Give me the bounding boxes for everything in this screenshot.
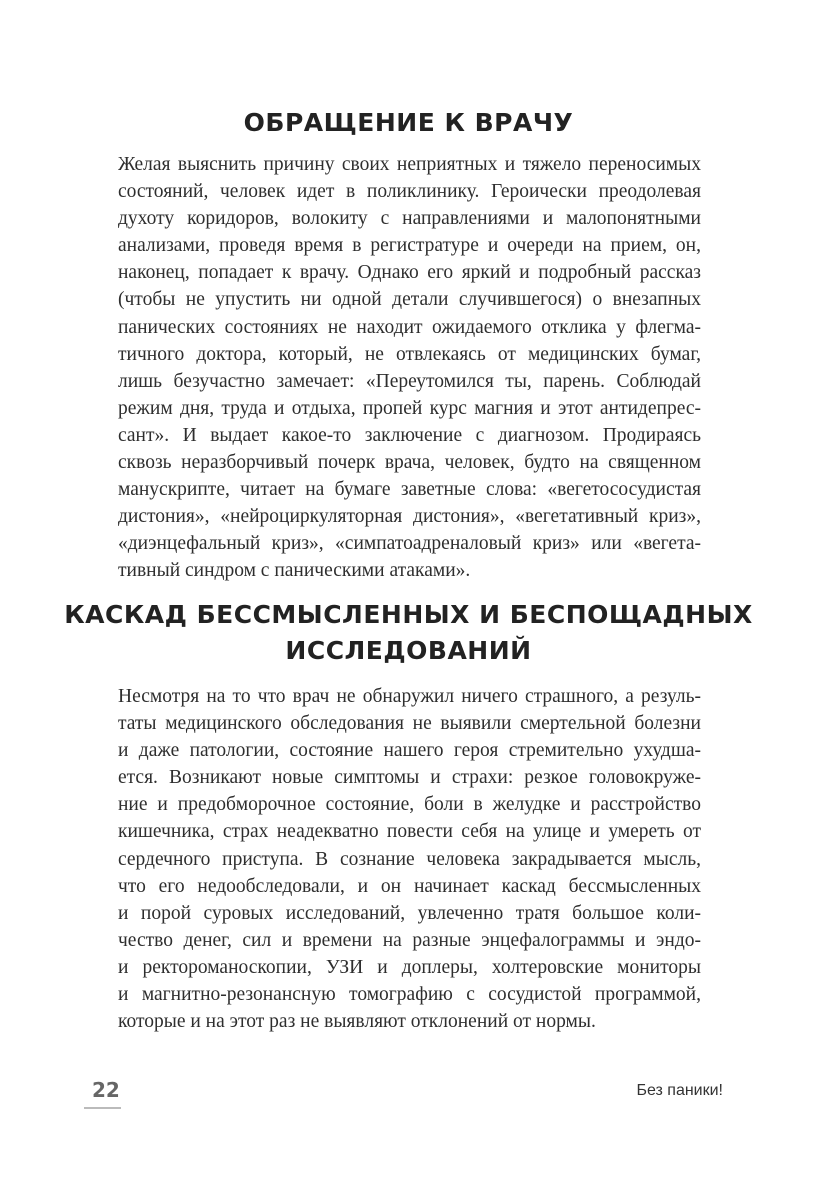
text-line: и магнитно-резонансную томографию с сосудистой программой, [118,984,701,1006]
text-line: сант». И выдает какое-то заключение с диагнозом. Продираясь [118,424,701,446]
text-line: сердечного приступа. В сознание человека закрадывается мысль, [118,848,701,870]
text-line: кишечника, страх неадекватно повести себя на улице и умереть от [118,821,701,843]
text-line: наконец, попадает к врачу. Однако его яркий и подробный рассказ [118,262,701,284]
text-line: панических состояниях не находит ожидаемого отклика у флегма- [118,316,701,338]
text-line: «диэнцефальный криз», «симпатоадреналовый криз» или «вегета- [118,533,701,555]
text-line: состояний, человек идет в поликлинику. Героически преодолевая [118,181,701,203]
text-line: тичного доктора, который, не отвлекаясь от медицинских бумаг, [118,343,701,365]
text-line: (чтобы не упустить ни одной детали случившегося) о внезапных [118,289,701,311]
text-line: чество денег, сил и времени на разные энцефалограммы и эндо- [118,929,701,951]
text-line: таты медицинского обследования не выявили смертельной болезни [118,713,701,735]
text-line: дистония», «нейроциркуляторная дистония», «вегетативный криз», [118,506,701,528]
text-line: что его недообследовали, и он начинает каскад бессмысленных [118,875,701,897]
text-line: анализами, проведя время в регистратуре и очереди на прием, он, [118,235,701,257]
text-line: которые и на этот раз не выявляют отклонений от нормы. [118,1011,596,1033]
text-line: ние и предобморочное состояние, боли в желудке и расстройство [118,794,701,816]
running-head: Без паники! [636,1082,723,1099]
text-line: ется. Возникают новые симптомы и страхи: резкое головокруже- [118,767,701,789]
text-line: лишь безучастно замечает: «Переутомился ты, парень. Соблюдай [118,370,701,392]
text-line: режим дня, труда и отдыха, пропей курс магния и этот антидепрес- [118,397,701,419]
page-number: 22 [92,1078,120,1102]
page-number-underline [84,1107,121,1109]
text-line: тивный синдром с паническими атаками». [118,560,471,582]
section-heading-research-line1: КАСКАД БЕССМЫСЛЕННЫХ И БЕСПОЩАДНЫХ [64,600,753,629]
text-line: сквозь неразборчивый почерк врача, человек, будто на священном [118,452,701,474]
text-line: манускрипте, читает на бумаге заветные слова: «вегетососудистая [118,479,701,501]
section-heading-doctor-visit: ОБРАЩЕНИЕ К ВРАЧУ [243,108,574,137]
text-line: и ректороманоскопии, УЗИ и доплеры, холтеровские мониторы [118,956,701,978]
text-line: Желая выяснить причину своих неприятных и тяжело переносимых [118,154,701,175]
paragraph-doctor-visit [118,151,701,585]
section-heading-research-line2: ИССЛЕДОВАНИЙ [285,636,532,665]
text-line: и порой суровых исследований, увлеченно тратя большое коли- [118,902,701,924]
text-line: Несмотря на то что врач не обнаружил ничего страшного, а резуль- [118,686,701,707]
paragraph-research [118,683,701,1035]
text-line: и даже патологии, состояние нашего героя стремительно ухудша- [118,740,701,762]
text-line: духоту коридоров, волокиту с направлениями и малопонятными [118,208,701,230]
